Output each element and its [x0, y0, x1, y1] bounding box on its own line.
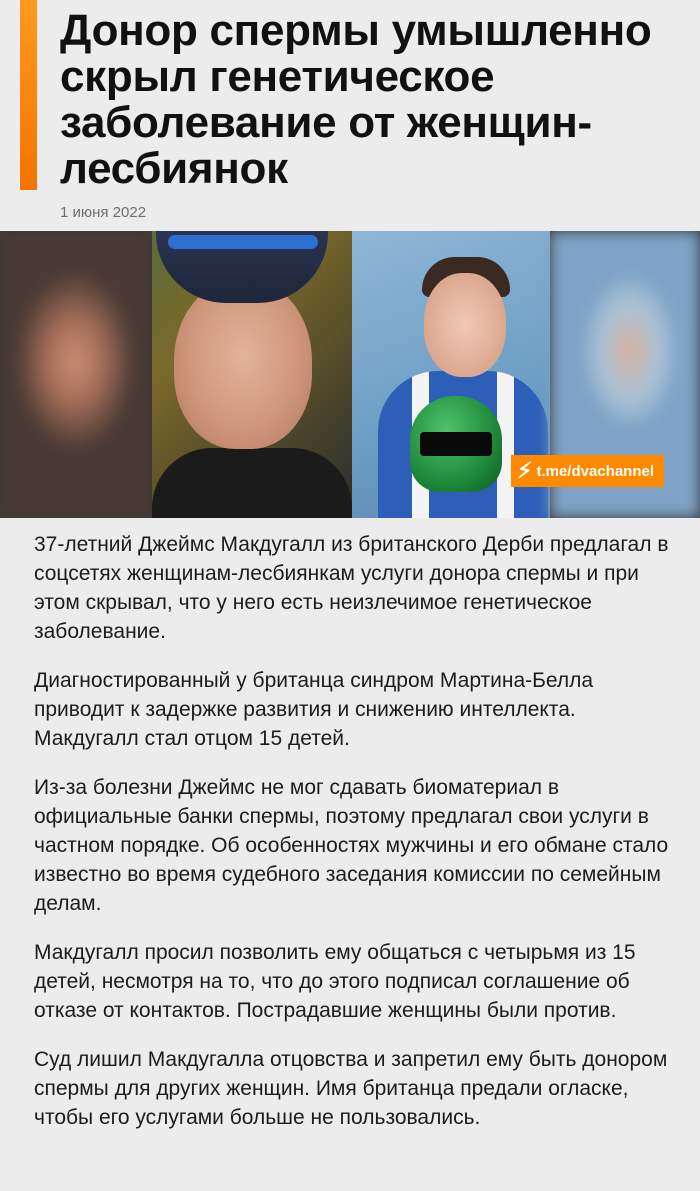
accent-bar	[20, 0, 37, 190]
publish-date: 1 июня 2022	[60, 204, 147, 221]
headline: Донор спермы умышленно скрыл генетическое заболевание от женщин-лесбиянок	[60, 6, 652, 193]
helmet-icon	[410, 396, 502, 492]
blurred-person-left	[0, 231, 152, 518]
article-photo	[0, 231, 700, 518]
watermark-badge	[511, 455, 664, 487]
lightning-bolt-icon: ⚡︎	[517, 458, 533, 483]
watermark-text: t.me/dvachannel	[536, 462, 654, 480]
paragraph: Макдугалл просил позволить ему общаться с четырьмя из 15 детей, несмотря на то, что до этого подписал соглашение об отказе от контактов. Пострадавшие женщины были против.	[34, 941, 636, 1022]
photo-man-cap	[152, 231, 352, 518]
paragraph: Из-за болезни Джеймс не мог сдавать биоматериал в официальные банки спермы, поэтому предлагал свои услуги в частном порядке. Об особенностях мужчины и его обмане стало известно во время судебного заседания комиссии по семейным делам.	[34, 776, 669, 915]
paragraph: Суд лишил Макдугалла отцовства и запретил ему быть донором спермы для других женщин. Имя британца предали огласке, чтобы его услугами больше не пользовались.	[34, 1048, 668, 1129]
article-body	[0, 518, 700, 1132]
paragraph: Диагностированный у британца синдром Мартина-Белла приводит к задержке развития и снижению интеллекта. Макдугалл стал отцом 15 детей.	[34, 669, 594, 750]
article-header	[0, 0, 700, 221]
paragraph: 37-летний Джеймс Макдугалл из британского Дерби предлагал в соцсетях женщинам-лесбиянкам услуги донора спермы и при этом скрывал, что у него есть неизлечимое генетическое заболевание.	[34, 533, 669, 643]
